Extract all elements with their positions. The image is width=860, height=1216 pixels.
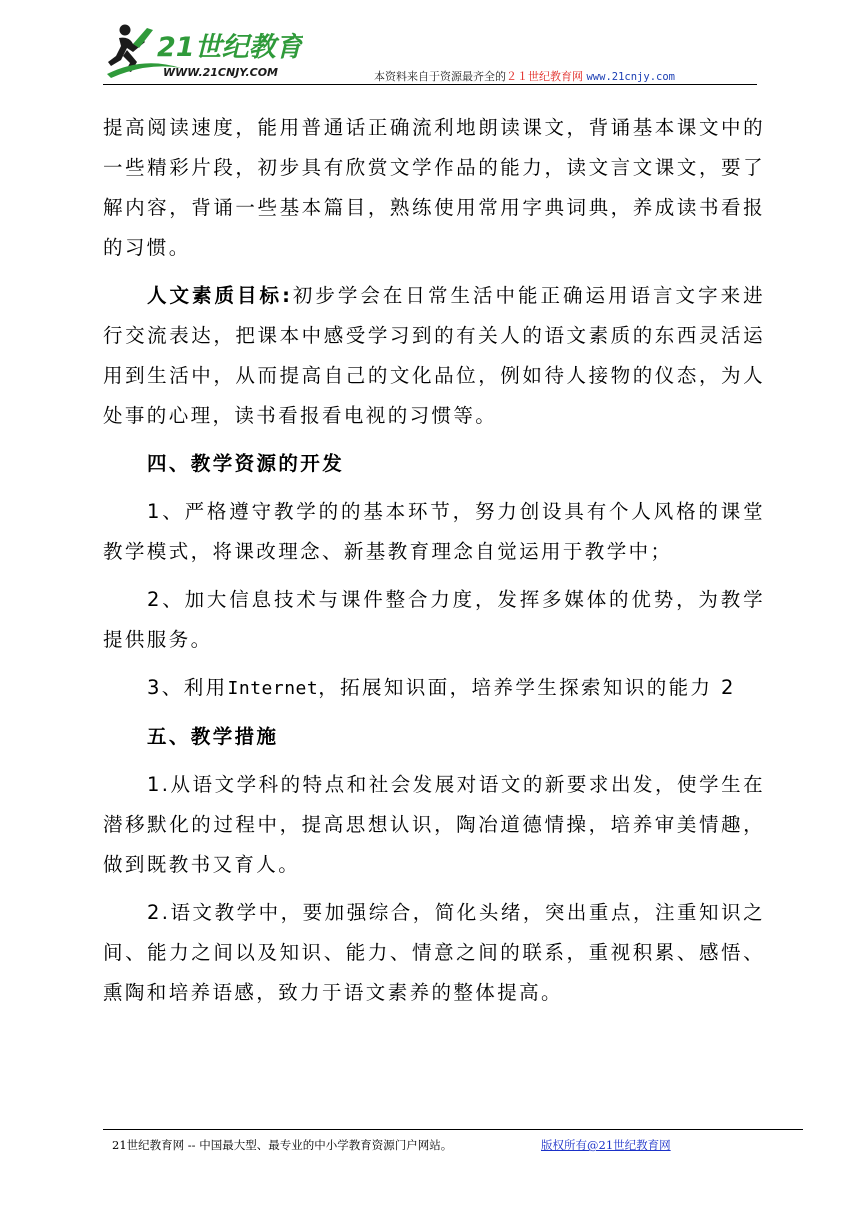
- paragraph-measure-2: 2.语文教学中，要加强综合，简化头绪，突出重点，注重知识之间、能力之间以及知识、能力、情意之间的联系，重视积累、感悟、熏陶和培养语感，致力于语文素养的整体提高。: [103, 901, 765, 1004]
- header-source-note: [374, 68, 675, 84]
- resource-3-internet: Internet: [227, 678, 319, 699]
- header-note-url[interactable]: www.21cnjy.com: [586, 71, 675, 83]
- logo-url-text: WWW.21CNJY.COM: [163, 66, 278, 79]
- logo-main-text: 21世纪教育: [157, 32, 303, 63]
- document-body: [103, 108, 765, 1021]
- humanities-goal-text: 初步学会在日常生活中能正确运用语言文字来进行交流表达，把课本中感受学习到的有关人的语文素质的东西灵活运用到生活中，从而提高自己的文化品位，例如待人接物的仪态，为人处事的心理，读书看报看电视的习惯等。: [103, 284, 765, 427]
- paragraph-resource-1: 1、严格遵守教学的的基本环节，努力创设具有个人风格的课堂教学模式，将课改理念、新基教育理念自觉运用于教学中；: [103, 500, 765, 563]
- humanities-goal-label: 人文素质目标:: [147, 284, 293, 307]
- paragraph-measure-1: 1.从语文学科的特点和社会发展对语文的新要求出发，使学生在潜移默化的过程中，提高思想认识，陶冶道德情操，培养审美情趣，做到既教书又育人。: [103, 773, 765, 876]
- paragraph-resource-2: 2、加大信息技术与课件整合力度，发挥多媒体的优势，为教学提供服务。: [103, 588, 765, 651]
- section-heading-resources: 四、教学资源的开发: [147, 452, 345, 475]
- footer-divider: [103, 1129, 803, 1130]
- footer-copyright-link[interactable]: 版权所有@21世纪教育网: [541, 1138, 671, 1152]
- paragraph-reading-goals: 提高阅读速度，能用普通话正确流利地朗读课文，背诵基本课文中的一些精彩片段，初步具有欣赏文学作品的能力，读文言文课文，要了解内容，背诵一些基本篇目，熟练使用常用字典词典，养成读书看报的习惯。: [103, 116, 765, 259]
- header-note-prefix: 本资料来自于资源最齐全的: [373, 70, 506, 83]
- resource-3-prefix: 3、利用: [147, 676, 228, 699]
- header-divider: [103, 84, 757, 85]
- paragraph-resource-3: [103, 668, 765, 709]
- page-header: [103, 14, 757, 86]
- header-note-brand[interactable]: ２１世纪教育网: [505, 70, 583, 83]
- section-heading-measures: 五、教学措施: [147, 725, 279, 748]
- paragraph-humanities-goal: [103, 276, 765, 436]
- footer-site-description: 21世纪教育网 -- 中国最大型、最专业的中小学教育资源门户网站。: [112, 1138, 453, 1152]
- resource-3-suffix: ，拓展知识面，培养学生探索知识的能力 2: [318, 676, 736, 699]
- site-logo: [103, 16, 303, 86]
